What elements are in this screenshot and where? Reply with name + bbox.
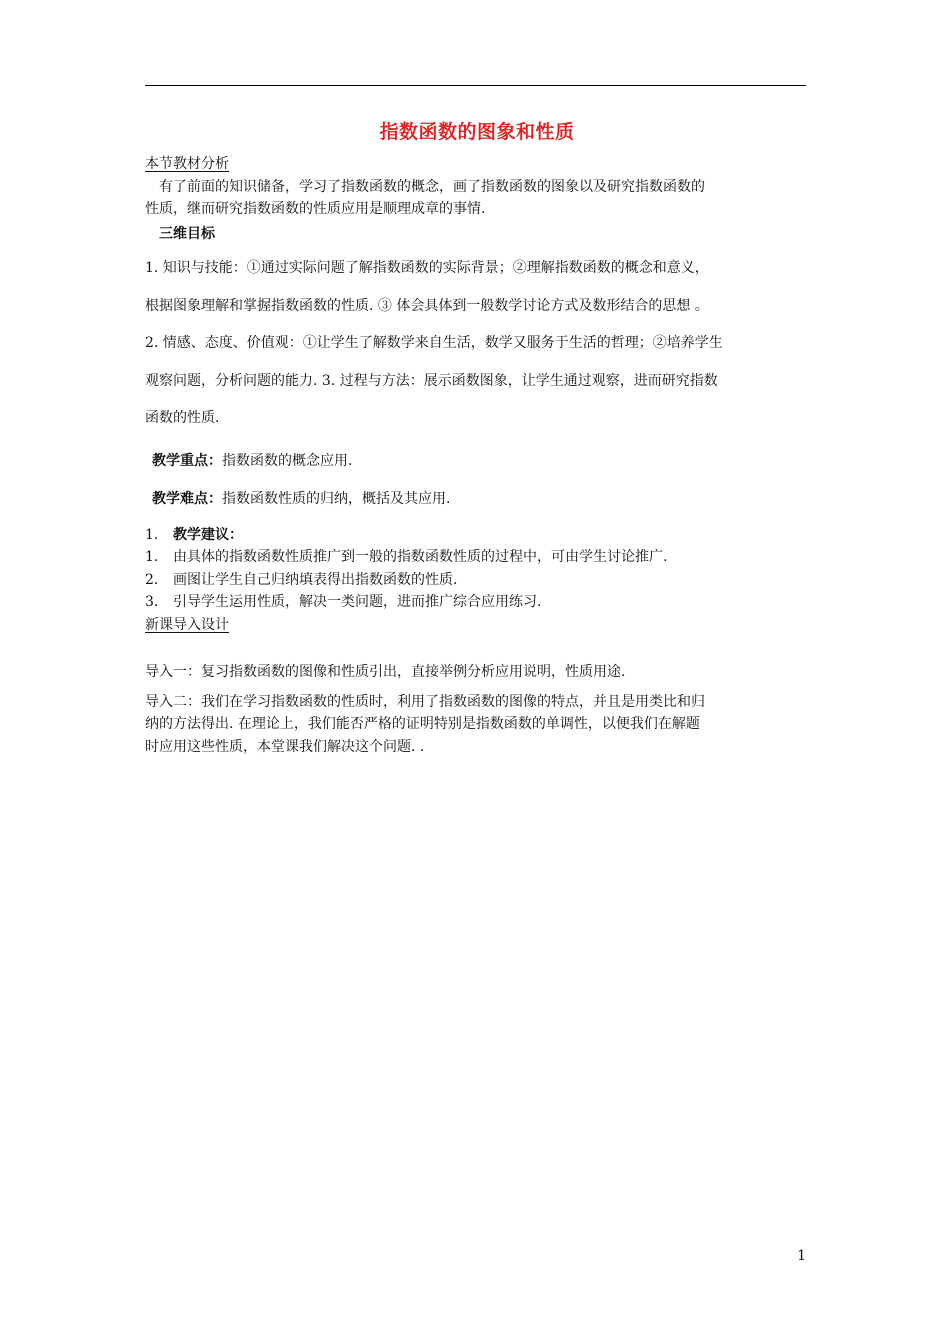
teaching-key-point bbox=[145, 446, 809, 476]
goals-heading: 三维目标 bbox=[159, 225, 215, 242]
suggestion-item-number: 2. bbox=[145, 571, 159, 588]
intro-two-line: 纳的方法得出. 在理论上，我们能否严格的证明特别是指数函数的单调性，以便我们在解题 bbox=[145, 716, 700, 732]
analysis-heading: 本节教材分析 bbox=[145, 156, 229, 172]
page-number: 1 bbox=[797, 1248, 806, 1264]
analysis-paragraph-line: 性质，继而研究指数函数的性质应用是顺理成章的事情. bbox=[145, 201, 486, 217]
goals-line: 1. 知识与技能：①通过实际问题了解指数函数的实际背景；②理解指数函数的概念和意义， bbox=[145, 260, 709, 276]
suggestion-item-number: 3. bbox=[145, 594, 159, 610]
header-rule bbox=[145, 85, 806, 86]
difficulty-label: 教学难点： bbox=[152, 490, 222, 507]
analysis-paragraph-line: 有了前面的知识储备，学习了指数函数的概念，画了指数函数的图象以及研究指数函数的 bbox=[159, 178, 705, 195]
intro-one: 导入一：复习指数函数的图像和性质引出，直接举例分析应用说明，性质用途. bbox=[145, 664, 626, 680]
intro-two-line: 导入二：我们在学习指数函数的性质时，利用了指数函数的图像的特点，并且是用类比和归 bbox=[145, 693, 705, 710]
goals-line: 函数的性质. bbox=[145, 410, 220, 426]
suggestion-item bbox=[145, 591, 809, 614]
suggestion-item-number: 1. bbox=[145, 549, 159, 565]
suggestion-item bbox=[145, 546, 809, 569]
teaching-difficulty bbox=[145, 484, 809, 514]
suggestion-item-text: 引导学生运用性质，解决一类问题，进而推广综合应用练习. bbox=[173, 594, 542, 610]
suggestion-item-text: 由具体的指数函数性质推广到一般的指数函数性质的过程中，可由学生讨论推广. bbox=[173, 549, 668, 565]
suggestion-heading-number: 1. bbox=[145, 526, 159, 543]
suggestion-item bbox=[145, 569, 809, 592]
goals-line: 2. 情感、态度、价值观：①让学生了解数学来自生活，数学又服务于生活的哲理；②培养学生 bbox=[145, 335, 723, 351]
key-point-label: 教学重点： bbox=[152, 452, 222, 469]
suggestion-item-text: 画图让学生自己归纳填表得出指数函数的性质. bbox=[173, 571, 458, 588]
intro-heading: 新课导入设计 bbox=[145, 616, 229, 633]
goals-line: 观察问题，分析问题的能力. 3. 过程与方法：展示函数图象，让学生通过观察，进而研究指数 bbox=[145, 372, 718, 389]
difficulty-text: 指数函数性质的归纳，概括及其应用. bbox=[222, 490, 451, 507]
suggestion-heading-label: 教学建议： bbox=[173, 526, 243, 543]
document-body bbox=[145, 118, 809, 758]
intro-two-line: 时应用这些性质，本堂课我们解决这个问题. . bbox=[145, 738, 425, 755]
suggestion-heading bbox=[145, 524, 809, 547]
document-title: 指数函数的图象和性质 bbox=[379, 121, 575, 143]
key-point-text: 指数函数的概念应用. bbox=[222, 452, 353, 469]
intro-block bbox=[145, 661, 809, 758]
goals-line: 根据图象理解和掌握指数函数的性质. ③ 体会具体到一般数学讨论方式及数形结合的思想 。 bbox=[145, 297, 709, 314]
